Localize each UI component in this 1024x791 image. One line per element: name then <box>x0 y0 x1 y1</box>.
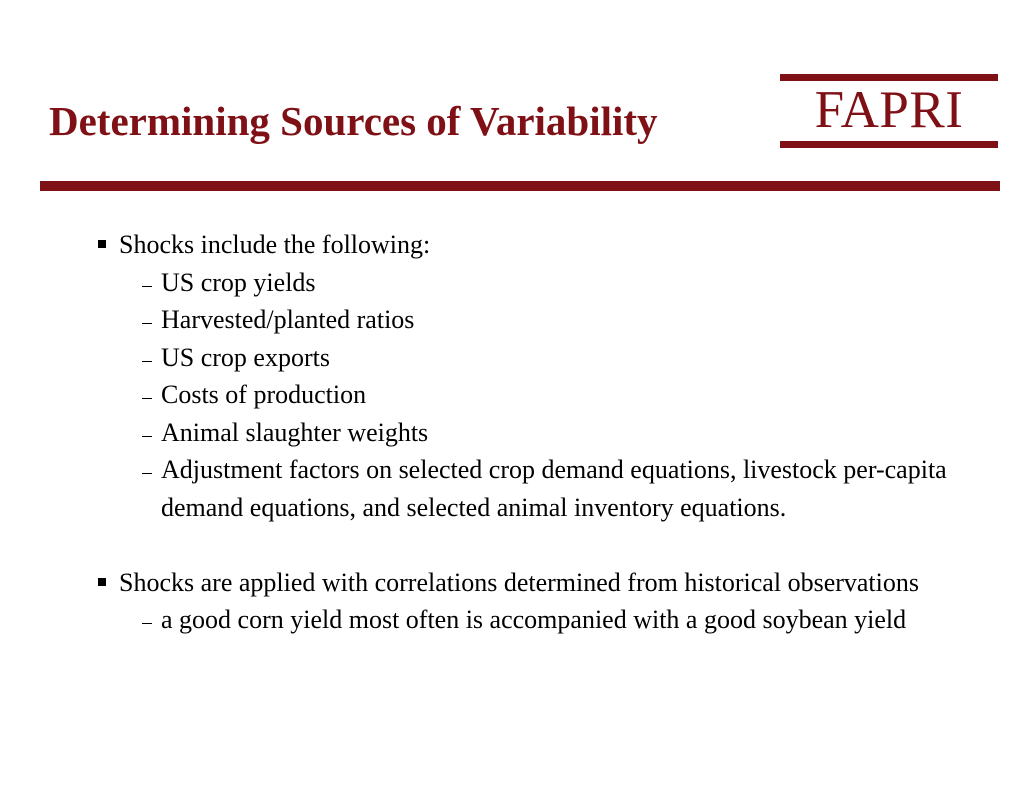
square-bullet-icon <box>98 240 106 248</box>
sub-bullet-item <box>0 376 1024 414</box>
sub-bullet-text: US crop exports <box>161 342 330 372</box>
dash-bullet-icon <box>142 623 152 624</box>
logo-bottom-bar <box>780 141 998 148</box>
bullet-item <box>0 564 1024 602</box>
dash-bullet-icon <box>142 361 152 362</box>
dash-bullet-icon <box>142 436 152 437</box>
sub-bullet-item <box>0 264 1024 302</box>
title-divider <box>40 181 1000 191</box>
spacer <box>0 526 1024 564</box>
sub-bullet-text: Costs of production <box>161 380 367 409</box>
bullet-text: Shocks are applied with correlations determined from historical observations <box>119 567 919 597</box>
logo-top-bar <box>780 74 998 81</box>
sub-bullet-item <box>0 601 1024 639</box>
bullet-item <box>0 226 1024 264</box>
sub-bullet-text: Animal slaughter weights <box>161 417 429 447</box>
dash-bullet-icon <box>142 398 152 399</box>
sub-bullet-text: a good corn yield most often is accompanied with a good soybean yield <box>161 605 907 634</box>
fapri-logo <box>780 74 998 148</box>
dash-bullet-icon <box>142 473 152 474</box>
sub-bullet-text: Adjustment factors on selected crop demand equations, livestock per-capita demand equations, and selected animal inventory equations. <box>161 455 947 522</box>
slide-title: Determining Sources of Variability <box>49 98 658 144</box>
sub-bullet-item <box>0 451 1024 526</box>
logo-text: FAPRI <box>814 81 964 139</box>
bullet-text: Shocks include the following: <box>119 230 431 259</box>
sub-bullet-text: US crop yields <box>161 267 316 297</box>
dash-bullet-icon <box>142 323 152 324</box>
sub-bullet-item <box>0 301 1024 339</box>
sub-bullet-item <box>0 339 1024 377</box>
bullet-list <box>0 226 1024 639</box>
dash-bullet-icon <box>142 286 152 287</box>
sub-bullet-text: Harvested/planted ratios <box>161 305 415 334</box>
square-bullet-icon <box>98 578 106 586</box>
sub-bullet-item <box>0 414 1024 452</box>
